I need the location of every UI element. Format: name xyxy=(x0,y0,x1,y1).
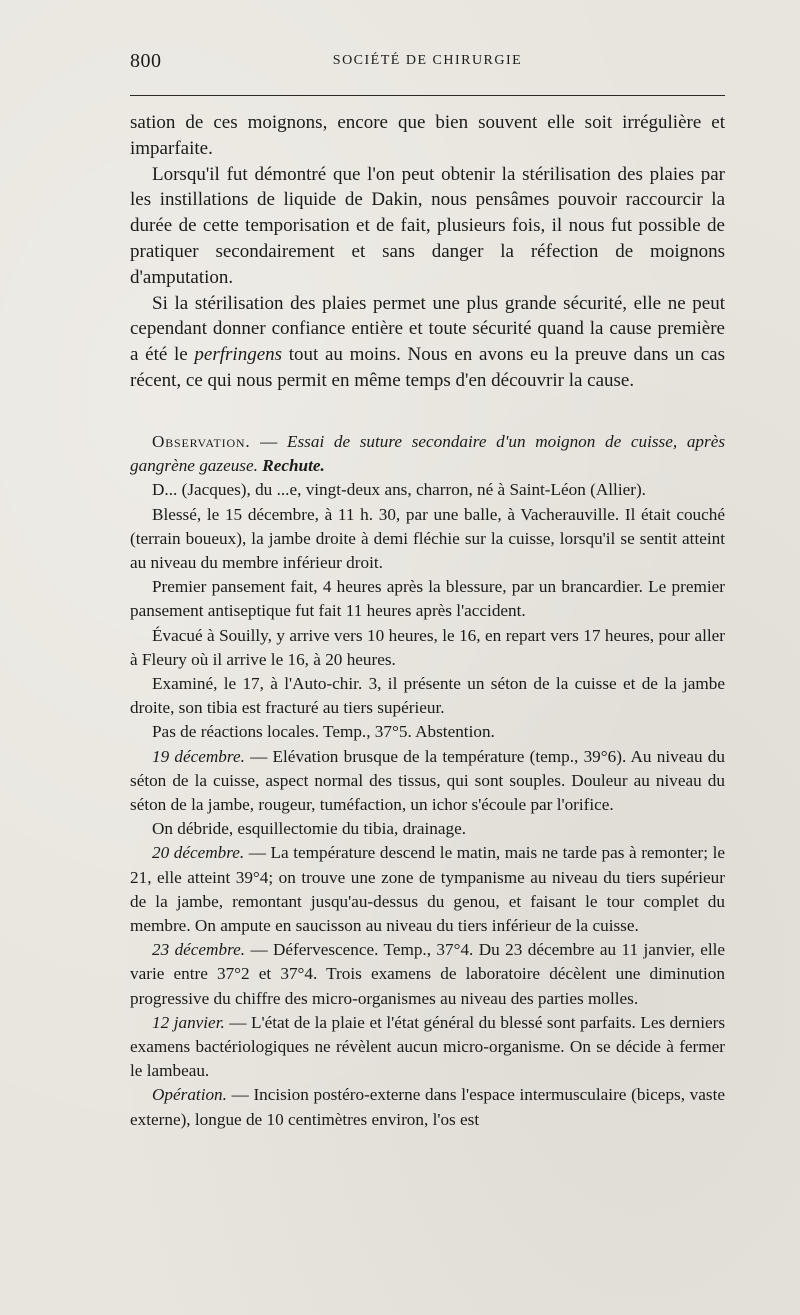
page-number: 800 xyxy=(130,50,162,72)
observation-heading xyxy=(130,430,725,478)
entry-text: — L'état de la plaie et l'état général du blessé sont parfaits. Les derniers examens bactériologiques ne révèlent aucun micro-organisme. On se décide à fermer le lambeau. xyxy=(130,1012,726,1081)
entry-date: 19 décembre. xyxy=(152,746,245,766)
dated-entry xyxy=(130,938,725,1011)
running-title: SOCIÉTÉ DE CHIRURGIE xyxy=(332,53,523,68)
entry-date: Opération. xyxy=(152,1085,227,1105)
paragraph-1: sation de ces moignons, encore que bien souvent elle soit irrégulière et imparfaite. xyxy=(130,112,725,159)
entry-text: On débride, esquillectomie du tibia, drainage. xyxy=(152,819,467,839)
perfringens-term: perfringens xyxy=(194,344,283,366)
observation-section xyxy=(130,430,725,1132)
observation-paragraph: Premier pansement fait, 4 heures après la blessure, par un brancardier. Le premier pansement antiseptique fut fait 11 heures après l'accident. xyxy=(130,577,725,621)
paragraph-3-before: Si la stérilisation des plaies permet une plus grande sécurité, elle ne peut cependant donner confiance entière et toute sécurité quand la cause première a été le xyxy=(130,292,725,366)
entry-text: — Défervescence. Temp., 37°4. Du 23 décembre au 11 janvier, elle varie entre 37°2 et 37°4. Trois examens de laboratoire décèlent une diminution progressive du chiffre des micro-organismes au niveau des parties molles. xyxy=(130,940,725,1008)
observation-paragraph: D... (Jacques), du ...e, vingt-deux ans, charron, né à Saint-Léon (Allier). xyxy=(152,480,646,500)
entry-text: — La température descend le matin, mais ne tarde pas à remonter; le 21, elle atteint 39°4; on trouve une zone de tympanisme au niveau du tiers supérieur de la jambe, remontant jusqu'au-dessus du genou, et faisant le tour complet du membre. On ampute en saucisson au niveau du tiers inférieur de la cuisse. xyxy=(130,843,725,936)
observation-dash: — xyxy=(250,432,287,451)
observation-paragraph: Examiné, le 17, à l'Auto-chir. 3, il présente un séton de la cuisse et de la jambe droite, son tibia est fracturé au tiers supérieur. xyxy=(130,674,725,718)
page-header xyxy=(130,50,725,80)
dated-entry xyxy=(130,1011,725,1084)
observation-paragraph: Évacué à Souilly, y arrive vers 10 heures, le 16, en repart vers 17 heures, pour aller à Fleury où il arrive le 16, à 20 heures. xyxy=(130,625,725,669)
entry-date: 23 décembre. xyxy=(152,940,246,960)
dated-entry xyxy=(130,745,725,818)
observation-paragraph: Blessé, le 15 décembre, à 11 h. 30, par une balle, à Vacherauville. Il était couché (terrain boueux), la jambe droite à demi fléchie sur la cuisse, lorsqu'il se sentit atteint au niveau du membre inférieur droit. xyxy=(130,504,725,573)
header-rule xyxy=(130,95,725,96)
paragraph-3 xyxy=(130,291,725,394)
entry-text: — Incision postéro-externe dans l'espace intermusculaire (biceps, vaste externe), longue de 10 centimètres environ, l'os est xyxy=(130,1085,725,1129)
paragraph-2: Lorsqu'il fut démontré que l'on peut obtenir la stérilisation des plaies par les instillations de liquide de Dakin, nous pensâmes pouvoir raccourcir la durée de cette temporisation et de fait, plusieurs fois, il nous fut possible de pratiquer secondairement et sans danger la réfection de moignons d'amputation. xyxy=(130,163,725,288)
dated-entry xyxy=(130,841,725,938)
entry-text: — Elévation brusque de la température (temp., 39°6). Au niveau du séton de la cuisse, aspect normal des tissus, qui sont souples. Douleur au niveau du séton de la jambe, rougeur, tuméfaction, un ichor s'écoule par l'orifice. xyxy=(130,746,725,815)
paragraph-3-after: tout au moins. Nous en avons eu la preuve dans un cas récent, ce qui nous permit en même temps d'en découvrir la cause. xyxy=(130,344,725,391)
main-text xyxy=(130,110,725,394)
observation-recurrence: Rechute. xyxy=(262,456,325,476)
entry-date: 20 décembre. xyxy=(152,843,245,863)
observation-title: Essai de suture secondaire d'un moignon de cuisse, après gangrène gazeuse. xyxy=(130,432,726,476)
entry-date: 12 janvier. xyxy=(152,1012,225,1032)
observation-label: Observation. xyxy=(152,432,251,451)
dated-entry xyxy=(130,1083,725,1131)
observation-paragraph: Pas de réactions locales. Temp., 37°5. Abstention. xyxy=(152,722,495,742)
dated-entry xyxy=(130,817,725,841)
